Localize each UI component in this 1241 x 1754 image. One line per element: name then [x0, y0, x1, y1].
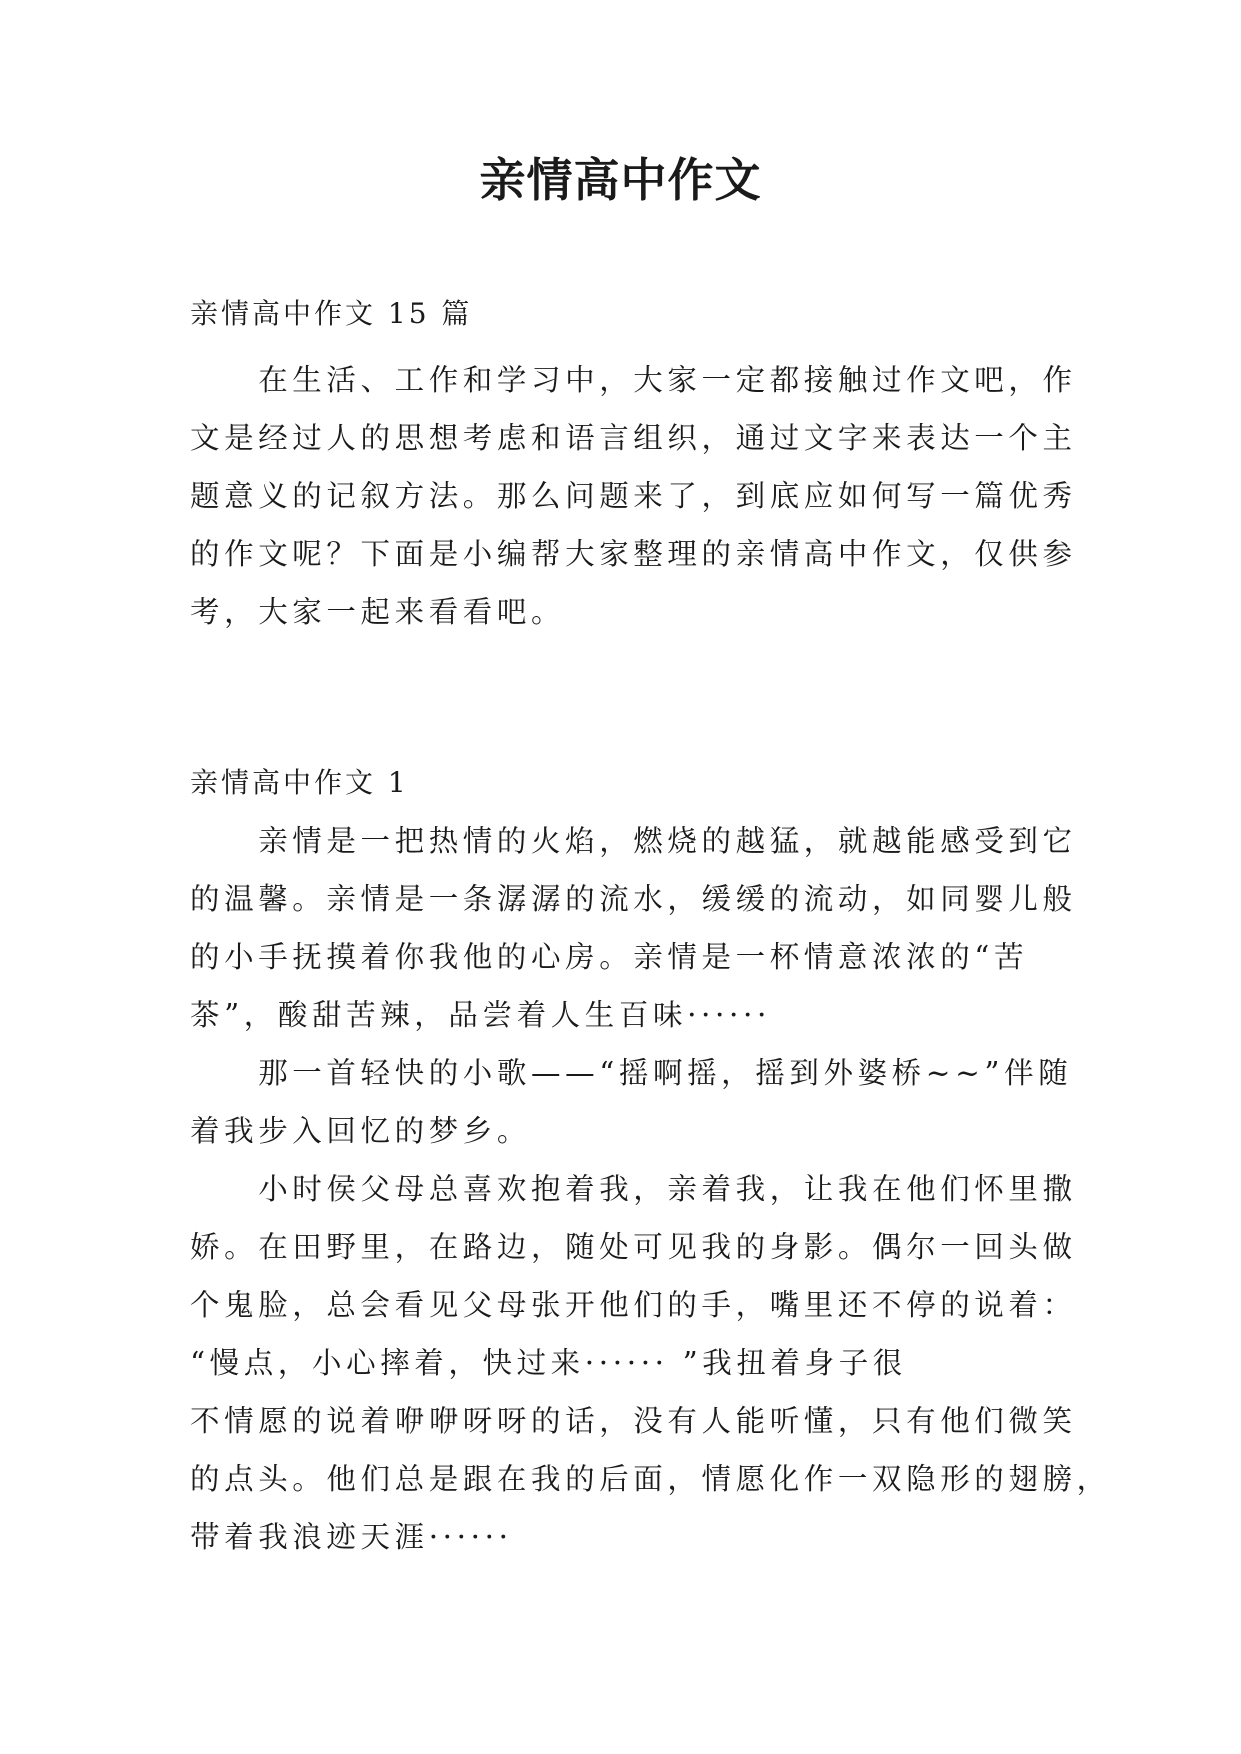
body-line: 亲情是一把热情的火焰，燃烧的越猛，就越能感受到它: [190, 824, 1077, 858]
body-line: “慢点，小心摔着，快过来······ ”我扭着身子很: [190, 1346, 907, 1380]
body-line: 小时侯父母总喜欢抱着我，亲着我，让我在他们怀里撒: [190, 1172, 1077, 1206]
body-line: 的小手抚摸着你我他的心房。亲情是一杯情意浓浓的“苦: [190, 940, 1029, 974]
body-line: 茶”，酸甜苦辣，品尝着人生百味······: [190, 998, 771, 1032]
body-line: 不情愿的说着咿咿呀呀的话，没有人能听懂，只有他们微笑: [190, 1404, 1077, 1438]
intro-line: 在生活、工作和学习中，大家一定都接触过作文吧，作: [190, 363, 1077, 397]
body-line: 带着我浪迹天涯······: [190, 1520, 513, 1554]
intro-line: 文是经过人的思想考虑和语言组织，通过文字来表达一个主: [190, 421, 1077, 455]
body-line: 个鬼脸，总会看见父母张开他们的手，嘴里还不停的说着：: [190, 1288, 1077, 1322]
body-line: 的温馨。亲情是一条潺潺的流水，缓缓的流动，如同婴儿般: [190, 882, 1077, 916]
intro-line: 的作文呢？下面是小编帮大家整理的亲情高中作文，仅供参: [190, 537, 1077, 571]
body-line: 娇。在田野里，在路边，随处可见我的身影。偶尔一回头做: [190, 1230, 1077, 1264]
body-line: 着我步入回忆的梦乡。: [190, 1114, 532, 1148]
document-title: 亲情高中作文: [479, 153, 762, 207]
section-heading: 亲情高中作文 1: [190, 766, 409, 799]
body-line: 那一首轻快的小歌——“摇啊摇，摇到外婆桥~~”伴随: [190, 1056, 1073, 1090]
intro-line: 考，大家一起来看看吧。: [190, 595, 566, 629]
body-line: 的点头。他们总是跟在我的后面，情愿化作一双隐形的翅膀，: [190, 1462, 1111, 1496]
intro-line: 题意义的记叙方法。那么问题来了，到底应如何写一篇优秀: [190, 479, 1077, 513]
document-subtitle: 亲情高中作文 15 篇: [190, 297, 473, 330]
